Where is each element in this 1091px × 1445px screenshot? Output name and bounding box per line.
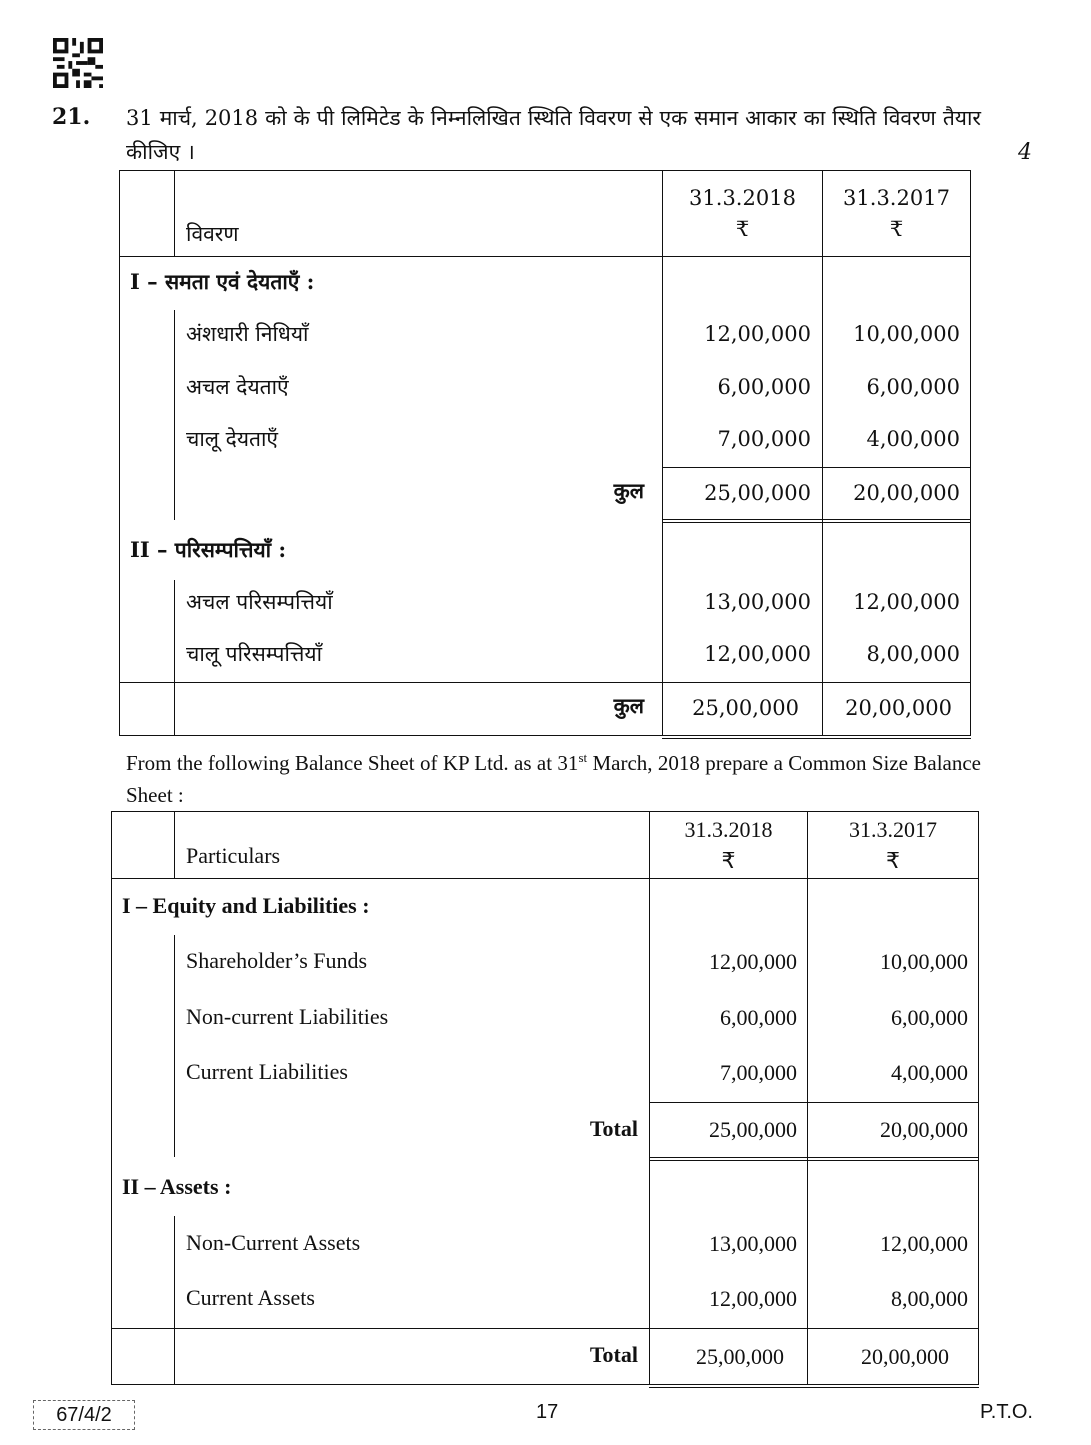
row-value-2017: 10,00,000 [880,949,968,974]
total-value-2018: 25,00,000 [709,1117,797,1142]
row-label: चालू देयताएँ [186,427,279,451]
total-label: कुल [613,478,644,503]
row-label: Non-Current Assets [186,1230,361,1255]
row-value-2018: 6,00,000 [717,375,811,399]
qr-code-icon [52,38,104,88]
row-value-2018: 13,00,000 [709,1231,797,1256]
header-date-2017: 31.3.2017 [843,186,950,210]
question-text-hindi: 31 मार्च, 2018 को के पी लिमिटेड के निम्नलिखित स्थिति विवरण से एक समान आकार का स्थिति विवरण तैयार कीजिए । [126,106,981,164]
row-value-2017: 12,00,000 [880,1231,968,1256]
rupee-icon: ₹ [721,848,736,873]
row-label: अचल देयताएँ [186,375,289,399]
row-value-2017: 12,00,000 [853,590,960,614]
row-label: Current Assets [186,1285,315,1310]
row-value-2018: 12,00,000 [709,1286,797,1311]
row-value-2018: 13,00,000 [704,590,811,614]
row-label: Current Liabilities [186,1059,348,1084]
row-label: अंशधारी निधियाँ [186,322,309,346]
pto-label: P.T.O. [980,1401,1033,1423]
row-label: चालू परिसम्पत्तियाँ [186,642,323,666]
rupee-icon: ₹ [735,217,750,241]
row-value-2018: 12,00,000 [704,322,811,346]
total-value-2017: 20,00,000 [861,1344,949,1369]
total-value-2017: 20,00,000 [853,481,960,505]
total-label: कुल [613,693,644,718]
total-label: Total [589,1116,638,1141]
row-value-2017: 8,00,000 [891,1286,968,1311]
row-value-2017: 6,00,000 [866,375,960,399]
header-date-2018: 31.3.2018 [684,817,773,842]
row-value-2018: 6,00,000 [720,1005,797,1030]
row-value-2017: 4,00,000 [891,1060,968,1085]
row-value-2018: 7,00,000 [720,1060,797,1085]
header-particulars: विवरण [186,222,239,246]
row-value-2017: 4,00,000 [866,427,960,451]
page-number: 17 [536,1401,559,1423]
section-title-equity-liabilities: I – Equity and Liabilities : [122,893,370,918]
header-date-2018: 31.3.2018 [689,186,796,210]
total-label: Total [589,1342,638,1367]
total-value-2018: 25,00,000 [692,696,799,720]
rupee-icon: ₹ [886,848,900,873]
question-number: 21. [52,104,91,130]
rupee-icon: ₹ [889,217,904,241]
row-value-2018: 12,00,000 [704,642,811,666]
row-value-2017: 6,00,000 [891,1005,968,1030]
section-title-equity-liabilities: I – समता एवं देयताएँ : [130,269,315,294]
paper-code: 67/4/2 [33,1400,135,1430]
section-title-assets: II – Assets : [122,1174,232,1199]
total-value-2017: 20,00,000 [880,1117,968,1142]
header-particulars: Particulars [186,843,281,868]
row-value-2018: 12,00,000 [709,949,797,974]
row-label: Non-current Liabilities [186,1004,389,1029]
question-text-english: From the following Balance Sheet of KP Ltd. as at 31st March, 2018 prepare a Common Size Balance Sheet : [126,750,981,807]
section-title-assets: II – परिसम्पत्तियाँ : [130,537,287,562]
row-label: Shareholder’s Funds [186,948,368,973]
total-value-2018: 25,00,000 [704,481,811,505]
row-label: अचल परिसम्पत्तियाँ [186,590,333,614]
row-value-2017: 8,00,000 [866,642,960,666]
row-value-2018: 7,00,000 [717,427,811,451]
total-value-2018: 25,00,000 [696,1344,784,1369]
header-date-2017: 31.3.2017 [849,817,937,842]
total-value-2017: 20,00,000 [845,696,952,720]
question-marks: 4 [1018,140,1032,165]
row-value-2017: 10,00,000 [853,322,960,346]
